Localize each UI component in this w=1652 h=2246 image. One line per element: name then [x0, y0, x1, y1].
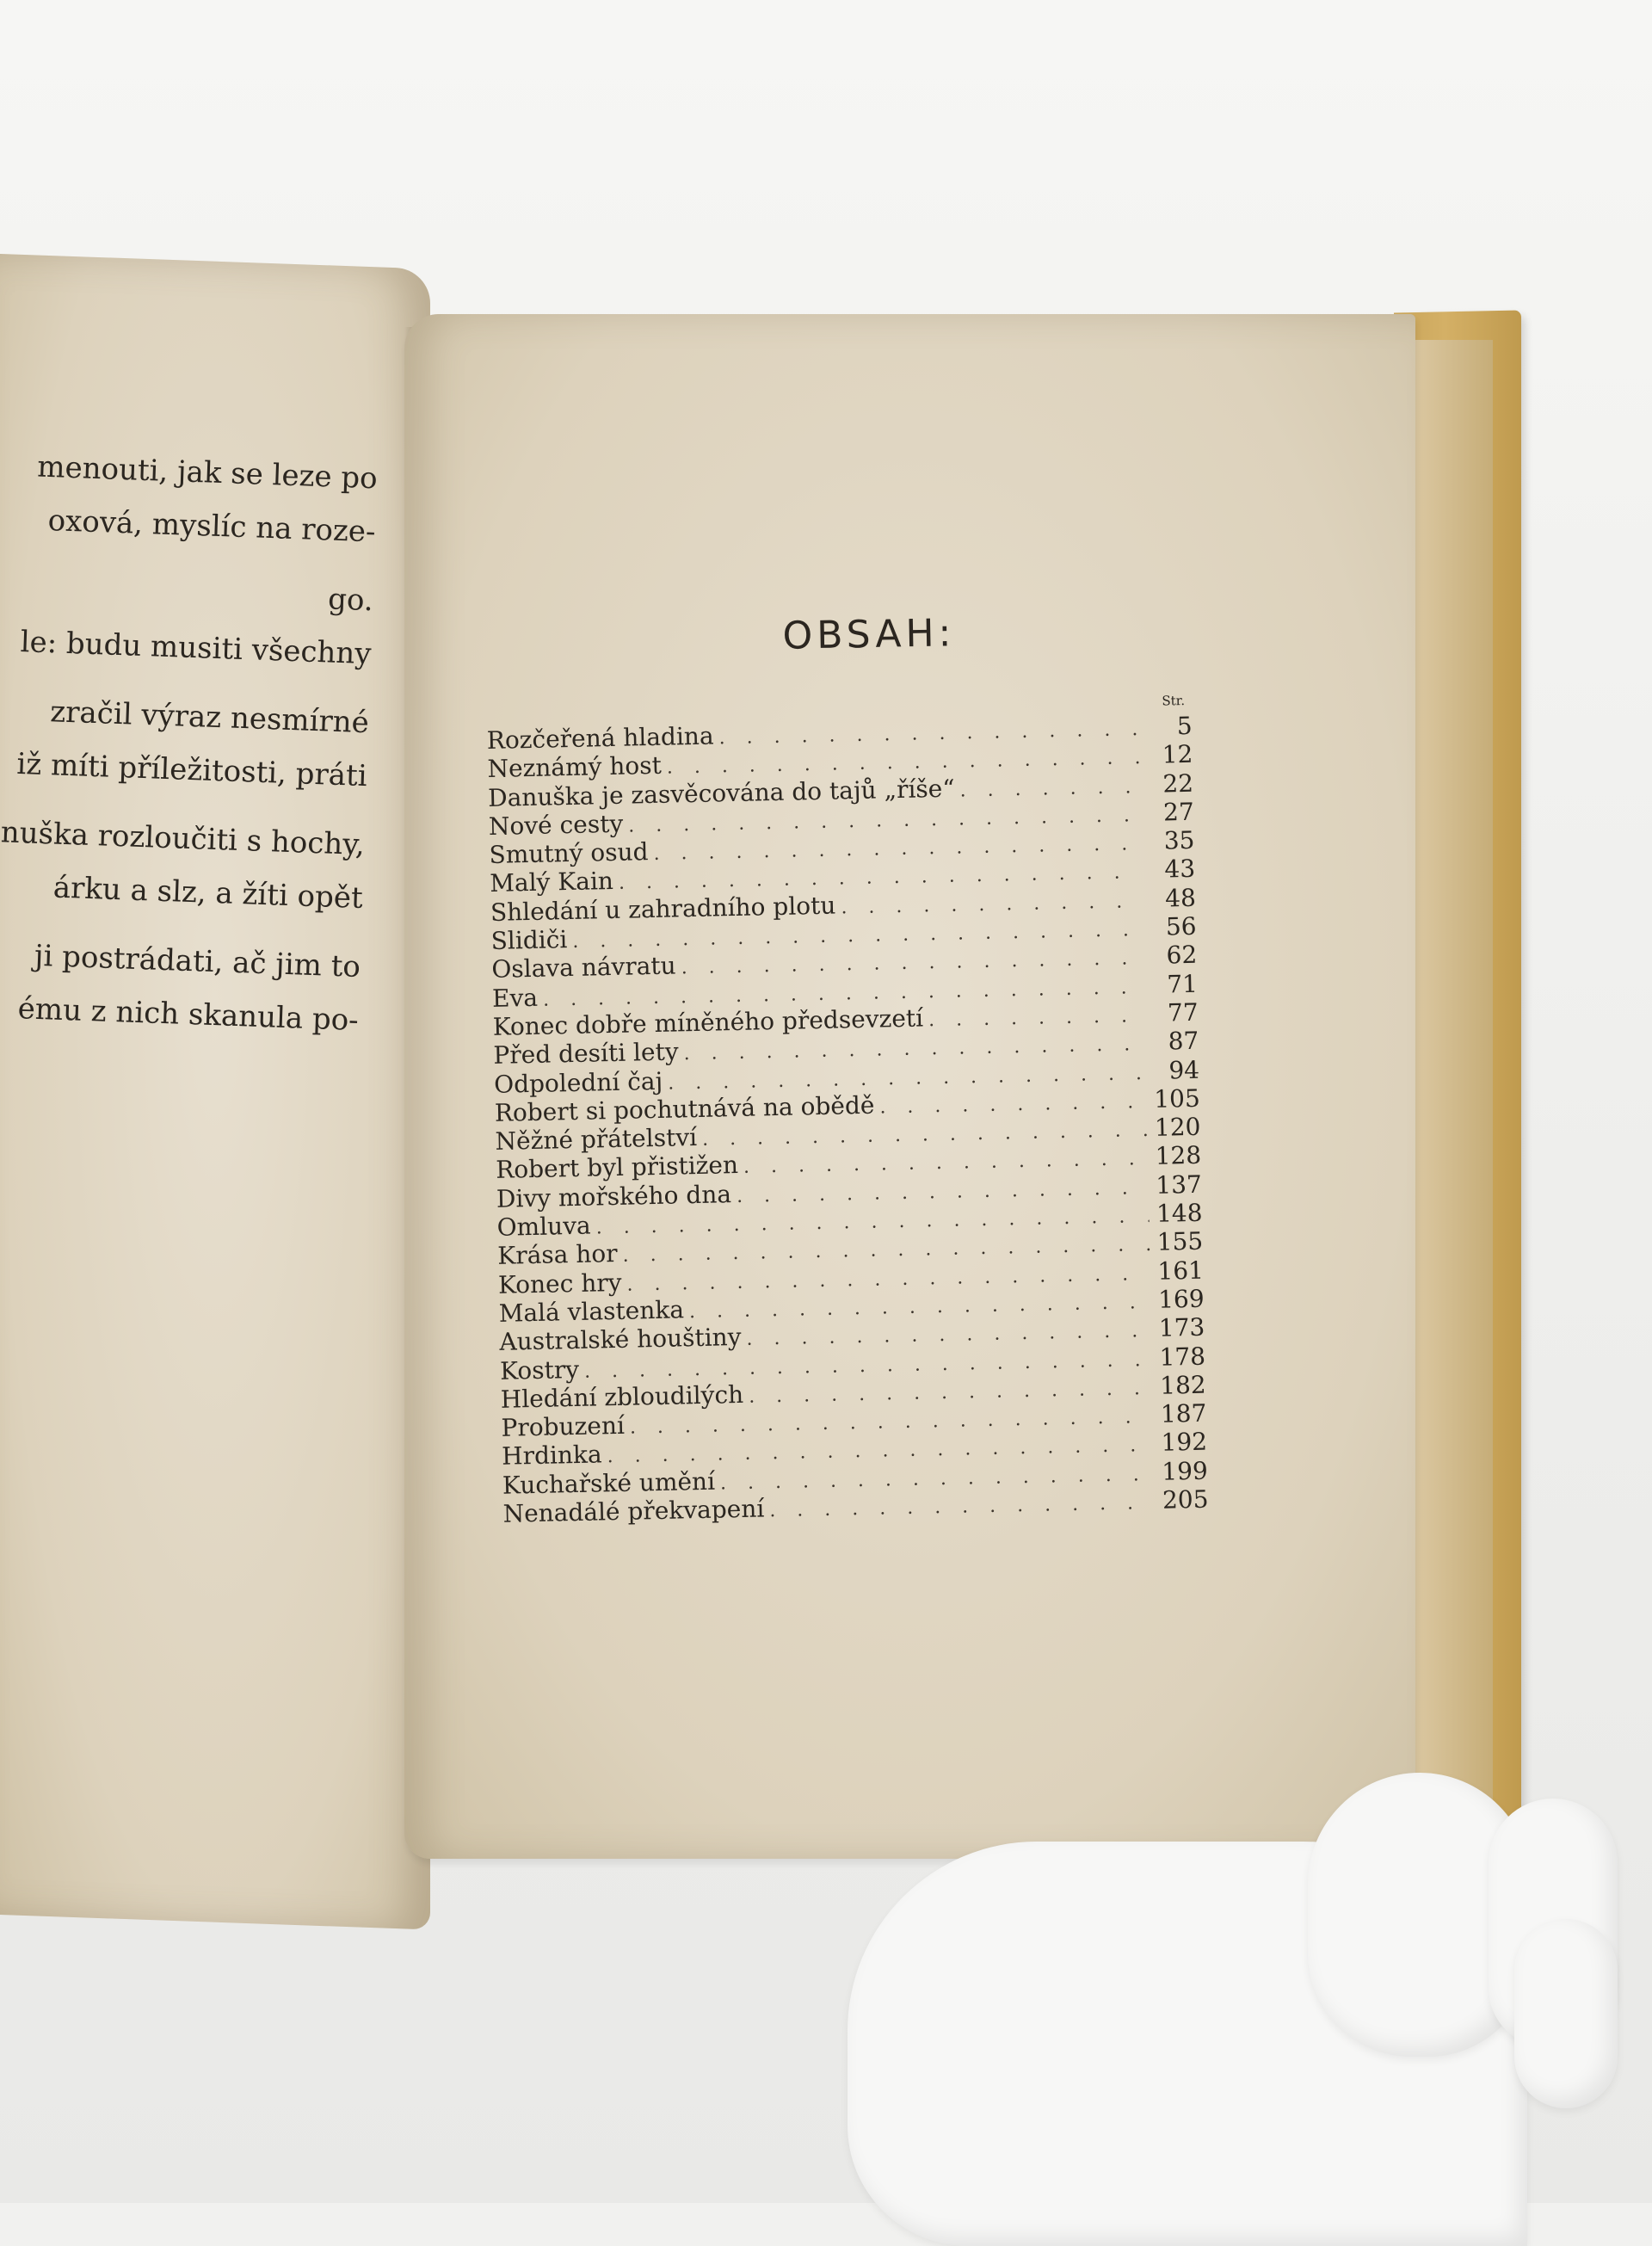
toc-entry-page: 120: [1154, 1112, 1201, 1142]
toc-entry-title: Australské houštiny: [499, 1323, 742, 1357]
toc-entry-title: Neznámý host: [487, 751, 663, 784]
toc-entry-page: 128: [1155, 1141, 1202, 1171]
left-page-text: [0, 439, 404, 1048]
toc-entry-page: 169: [1157, 1284, 1205, 1314]
left-line: iž míti příležitosti, práti: [15, 746, 368, 794]
toc-entry-page: 187: [1160, 1398, 1207, 1428]
toc-entry-page: 35: [1163, 825, 1195, 855]
toc-entry-page: 205: [1162, 1484, 1209, 1515]
left-line: le: budu musiti všechny: [20, 624, 373, 672]
toc-entry-page: 105: [1153, 1083, 1201, 1114]
toc-entry-title: Robert byl přistižen: [495, 1151, 739, 1185]
toc-entry-page: 161: [1157, 1256, 1205, 1286]
toc-entry-title: Nové cesty: [488, 809, 624, 841]
toc-entry-page: 62: [1166, 941, 1198, 970]
toc-entry-page: 173: [1158, 1312, 1205, 1343]
toc-entry-title: Divy mořského dna: [496, 1179, 732, 1213]
toc-entry-title: Před desíti lety: [493, 1037, 679, 1071]
toc-entry-title: Danuška je zasvěcována do tajů „říše“: [487, 774, 955, 812]
toc-list: [486, 712, 1208, 1528]
toc-entry-title: Oslava návratu: [491, 951, 676, 984]
toc-entry-page: 182: [1159, 1370, 1207, 1400]
toc-entry-page: 155: [1156, 1227, 1204, 1257]
table-of-contents: [486, 693, 1209, 1528]
toc-entry-title: Slidiči: [490, 925, 568, 956]
toc-leader-dots: [959, 773, 1140, 805]
toc-entry-page: 5: [1176, 711, 1193, 741]
toc-entry-title: Shledání u zahradního plotu: [490, 891, 836, 927]
toc-entry-title: Odpolední čaj: [493, 1066, 663, 1099]
left-line: árku a slz, a žíti opět: [52, 870, 364, 916]
toc-entry-title: Rozčeřená hladina: [486, 721, 714, 755]
toc-leader-dots: [928, 1002, 1145, 1034]
left-line: ému z nich skanula po-: [17, 991, 360, 1038]
left-line: zračil výraz nesmírné: [49, 694, 370, 741]
left-line: nuška rozloučiti s hochy,: [0, 815, 366, 863]
toc-entry-page: 178: [1159, 1342, 1206, 1372]
left-line: go.: [327, 582, 374, 619]
toc-entry-page: 77: [1167, 997, 1199, 1027]
left-line: menouti, jak se leze po: [36, 449, 379, 497]
toc-entry-page: 148: [1156, 1198, 1203, 1228]
toc-entry-title: Kuchařské umění: [502, 1466, 716, 1500]
left-line: oxová, myslíc na roze-: [47, 503, 377, 550]
toc-entry-page: 199: [1161, 1456, 1209, 1486]
glove-finger: [1514, 1919, 1618, 2108]
toc-entry-title: Malý Kain: [489, 867, 614, 898]
toc-entry-page: 87: [1168, 1027, 1199, 1056]
toc-entry-page: 71: [1166, 969, 1199, 999]
toc-entry-page: 22: [1162, 768, 1194, 799]
toc-entry-title: Nenadálé překvapení: [502, 1494, 765, 1528]
toc-entry-title: Konec hry: [497, 1268, 622, 1299]
toc-entry-title: Kostry: [499, 1354, 580, 1385]
toc-entry-page: 137: [1155, 1169, 1203, 1200]
toc-entry-title: Omluva: [496, 1211, 591, 1242]
toc-entry-title: Eva: [491, 983, 539, 1013]
page-title: OBSAH:: [782, 611, 956, 658]
toc-entry-page: 192: [1161, 1428, 1208, 1458]
toc-entry-page: 43: [1164, 855, 1196, 885]
toc-entry-page: 56: [1165, 911, 1197, 941]
page-column-label: Str.: [1162, 692, 1186, 709]
toc-entry-title: Něžné přátelství: [495, 1123, 698, 1157]
toc-entry-title: Robert si pochutnává na obědě: [494, 1090, 875, 1127]
toc-entry-title: Krása hor: [497, 1239, 618, 1271]
toc-entry-title: Smutný osud: [489, 837, 649, 870]
toc-entry-page: 27: [1162, 797, 1195, 827]
book-cover-inner: [1411, 340, 1493, 1854]
toc-entry-page: 48: [1164, 883, 1197, 913]
toc-entry-title: Malá vlastenka: [498, 1295, 685, 1328]
toc-entry-title: Hrdinka: [501, 1440, 602, 1472]
toc-entry-page: 12: [1162, 740, 1193, 769]
toc-entry-title: Hledání zbloudilých: [500, 1379, 744, 1414]
toc-entry-title: Probuzení: [501, 1410, 626, 1442]
left-line: ji postrádati, ač jim to: [34, 938, 361, 984]
toc-entry-title: Konec dobře míněného předsevzetí: [492, 1003, 924, 1041]
toc-entry-page: 94: [1168, 1055, 1200, 1085]
